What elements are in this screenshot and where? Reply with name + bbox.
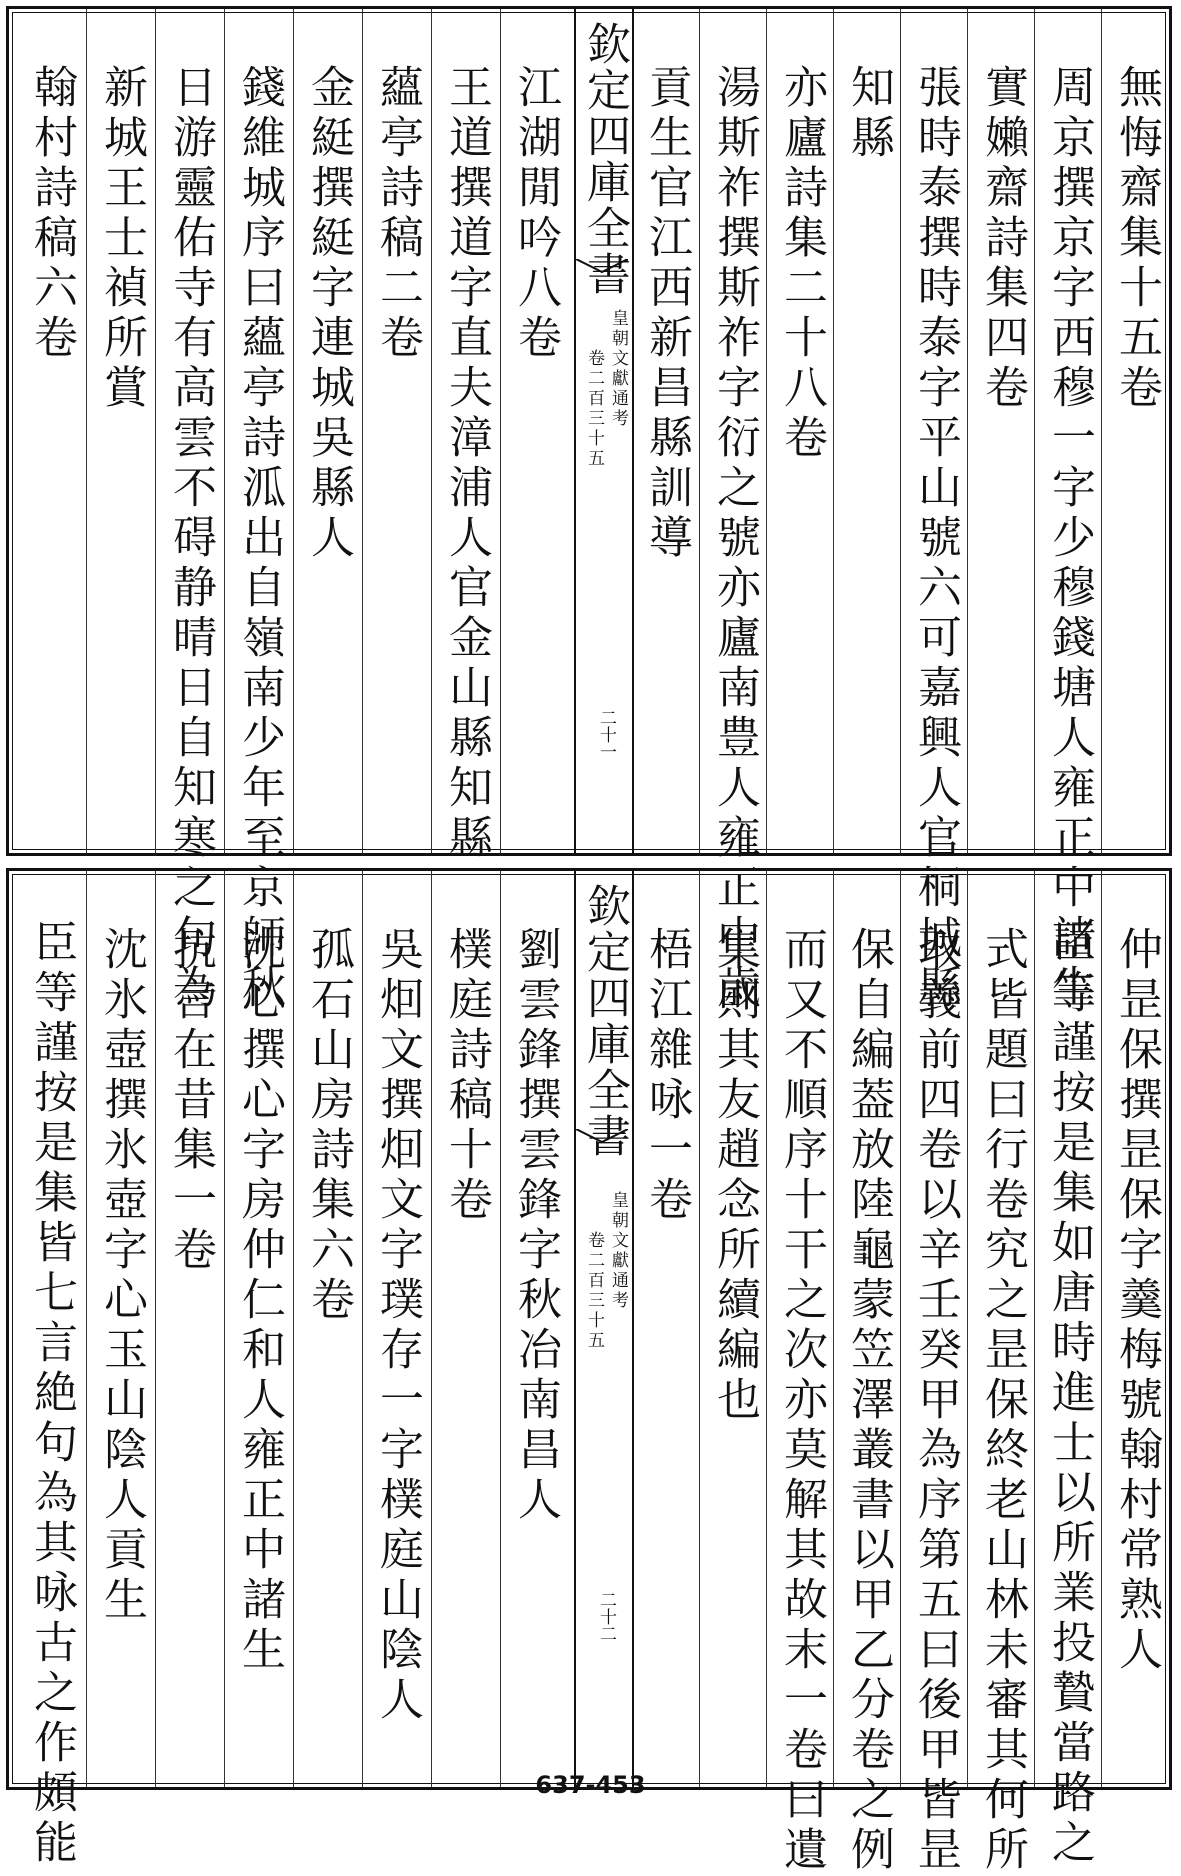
text-column	[699, 871, 768, 1787]
text-column	[833, 9, 902, 853]
left-half	[17, 871, 572, 1869]
column-text: 臣等謹按是集如唐時進士以所業投贄當路之	[1044, 919, 1095, 1869]
center-fold	[574, 871, 634, 1787]
column-text: 吳𤇆文撰𤇆文字璞存一字樸庭山陰人	[372, 926, 423, 1726]
right-half	[632, 871, 1167, 1876]
book-title: 欽定四庫全書	[579, 883, 630, 1159]
column-text: 江湖閒吟八卷	[510, 64, 561, 364]
text-column	[293, 9, 362, 853]
text-column	[155, 871, 224, 1787]
text-column	[17, 871, 85, 1869]
text-column	[1101, 871, 1170, 1787]
text-column	[833, 871, 902, 1876]
column-text: 仲昰保撰昰保字羹梅號翰村常熟人	[1111, 926, 1162, 1676]
text-column	[632, 9, 700, 853]
column-text: 抗言在昔集一卷	[165, 926, 216, 1276]
text-column	[632, 871, 700, 1787]
column-text: 新城王士禎所賞	[96, 64, 147, 414]
column-text: 孤石山房詩集六卷	[303, 926, 354, 1326]
text-column	[362, 871, 431, 1787]
column-text: 翰村詩稿六卷	[26, 64, 77, 364]
source-title: 皇朝文獻通考	[608, 1191, 628, 1311]
upper-page	[6, 6, 1172, 1014]
column-text: 梧江雜咏一卷	[641, 926, 692, 1226]
text-column	[362, 9, 431, 853]
text-column	[900, 871, 969, 1876]
column-text: 沈心撰心字房仲仁和人雍正中諸生	[234, 926, 285, 1676]
text-column	[699, 9, 768, 1014]
leaf-number: 二十二	[596, 1591, 616, 1642]
column-text: 集則其友趙念所續編也	[709, 926, 760, 1426]
column-text: 臣等謹按是集皆七言絶句為其咏古之作頗能	[26, 919, 77, 1869]
volume-label: 卷二百三十五	[584, 1231, 604, 1351]
column-text: 式皆題曰行卷究之昰保終老山林未審其何所	[977, 926, 1028, 1876]
column-text: 張時泰撰時泰字平山號六可嘉興人官桐城縣	[910, 64, 961, 1014]
text-column	[431, 871, 500, 1787]
center-fold	[574, 9, 634, 853]
column-text: 而又不順序十干之次亦莫解其故末一卷曰遺	[776, 926, 827, 1876]
left-half	[17, 9, 572, 1014]
text-column	[1034, 9, 1103, 1014]
text-column	[1101, 9, 1170, 853]
text-column	[967, 9, 1036, 853]
volume-label: 卷二百三十五	[584, 349, 604, 469]
text-column	[500, 871, 569, 1787]
column-text: 周京撰京字西穆一字少穆錢塘人雍正中諸生	[1044, 64, 1095, 1014]
fish-tail-mark	[576, 1129, 632, 1143]
column-text: 實嬾齋詩集四卷	[977, 64, 1028, 414]
column-text: 無悔齋集十五卷	[1111, 64, 1162, 414]
column-text: 沈氷壺撰氷壺字心玉山陰人貢生	[96, 926, 147, 1626]
column-text: 日游靈佑寺有高雲不碍静晴日自知寒之句為	[165, 64, 216, 1014]
text-column	[766, 9, 835, 853]
column-text: 亦廬詩集二十八卷	[776, 64, 827, 464]
source-label	[576, 309, 632, 539]
text-column	[224, 9, 293, 1014]
text-column	[967, 871, 1036, 1876]
text-column	[86, 9, 155, 853]
column-text: 保自編葢放陸龜蒙笠澤叢書以甲乙分卷之例	[843, 926, 894, 1876]
text-column	[500, 9, 569, 853]
leaf-number: 二十一	[596, 709, 616, 760]
text-column	[293, 871, 362, 1787]
column-text: 湯斯祚撰斯祚字衍之號亦廬南豊人雍正中歳	[709, 64, 760, 1014]
text-column	[155, 9, 224, 1014]
column-text: 王道撰道字直夫漳浦人官金山縣知縣	[441, 64, 492, 864]
book-title: 欽定四庫全書	[579, 21, 630, 297]
column-text: 貢生官江西新昌縣訓導	[641, 64, 692, 564]
column-text: 蘊亭詩稿二卷	[372, 64, 423, 364]
source-label	[576, 1191, 632, 1421]
right-half	[632, 9, 1167, 1014]
text-column	[224, 871, 293, 1787]
lower-page	[6, 868, 1172, 1876]
page-number: 637-453	[535, 1771, 646, 1799]
text-column	[1034, 871, 1103, 1869]
text-column	[431, 9, 500, 864]
text-column	[17, 9, 85, 853]
column-text: 金綎撰綎字連城吳縣人	[303, 64, 354, 564]
source-title: 皇朝文獻通考	[608, 309, 628, 429]
column-text: 樸庭詩稿十卷	[441, 926, 492, 1226]
column-text: 錢維城序曰蘊亭詩泒出自嶺南少年至京師秋	[234, 64, 285, 1014]
text-column	[766, 871, 835, 1876]
fish-tail-mark	[576, 259, 632, 273]
text-column	[900, 9, 969, 1014]
text-column	[86, 871, 155, 1787]
column-text: 取義前四卷以辛壬癸甲為序第五曰後甲皆昰	[910, 926, 961, 1876]
column-text: 知縣	[843, 64, 894, 164]
column-text: 劉雲鋒撰雲鋒字秋冶南昌人	[510, 926, 561, 1526]
